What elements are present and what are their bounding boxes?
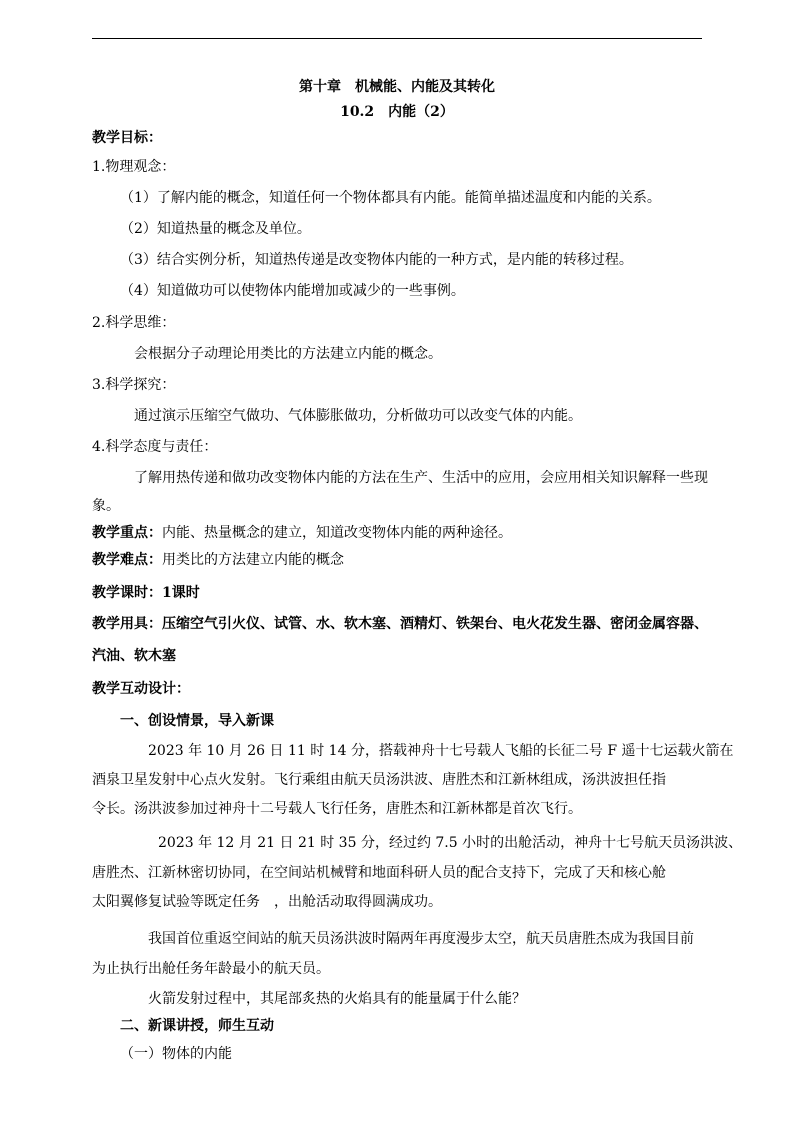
tools-label: 教学用具： (92, 616, 162, 632)
paragraph-line: 酒泉卫星发射中心点火发射。飞行乘组由航天员汤洪波、唐胜杰和江新林组成，汤洪波担任指 (92, 772, 666, 788)
question-text: 火箭发射过程中，其尾部炙热的火焰具有的能量属于什么能？ (148, 991, 526, 1007)
section-title: 10.2 内能（2） (340, 104, 454, 120)
class-hours (92, 584, 200, 602)
part1-title: 一、创设情景，导入新课 (120, 713, 274, 729)
paragraph-line: 唐胜杰、江新林密切协同，在空间站机械臂和地面科研人员的配合支持下，完成了天和核心舱 (92, 865, 666, 881)
paragraph-line: 令长。汤洪波参加过神舟十二号载人飞行任务，唐胜杰和江新林都是首次飞行。 (92, 801, 582, 817)
header-rule (92, 38, 702, 39)
difficulties-label: 教学难点： (92, 552, 162, 568)
difficulties-text: 用类比的方法建立内能的概念 (162, 552, 344, 568)
paragraph-line: 2023 年 10 月 26 日 11 时 14 分，搭载神舟十七号载人飞船的长征二号 F 遥十七运载火箭在 (148, 743, 734, 759)
key-points (92, 524, 512, 542)
chapter-title: 第十章 机械能、内能及其转化 (299, 79, 495, 95)
tools-text-cont: 汽油、软木塞 (92, 648, 176, 664)
paragraph-line: 太阳翼修复试验等既定任务 ，出舱活动取得圆满成功。 (92, 894, 442, 910)
physics-concept-title: 1.物理观念： (92, 159, 176, 175)
difficulties (92, 551, 344, 569)
class-hours-label: 教学课时： (92, 585, 162, 601)
paragraph-line: 2023 年 12 月 21 日 21 时 35 分，经过约 7.5 小时的出舱活动，神舟十七号航天员汤洪波、 (158, 835, 743, 851)
scientific-inquiry-text: 通过演示压缩空气做功、气体膨胀做功，分析做功可以改变气体的内能。 (134, 408, 582, 424)
attitude-text: 了解用热传递和做功改变物体内能的方法在生产、生活中的应用，会应用相关知识解释一些现 (134, 470, 708, 486)
scientific-inquiry-title: 3.科学探究： (92, 377, 176, 393)
scientific-thinking-text: 会根据分子动理论用类比的方法建立内能的概念。 (134, 346, 442, 362)
objective-item: （3）结合实例分析，知道热传递是改变物体内能的一种方式，是内能的转移过程。 (120, 252, 633, 268)
key-points-label: 教学重点： (92, 525, 162, 541)
paragraph-line: 为止执行出舱任务年龄最小的航天员。 (92, 961, 330, 977)
class-hours-text: 1课时 (162, 585, 200, 601)
scientific-thinking-title: 2.科学思维： (92, 315, 176, 331)
tools-text: 压缩空气引火仪、试管、水、软木塞、酒精灯、铁架台、电火花发生器、密闭金属容器、 (162, 616, 708, 632)
objective-item: （2）知道热量的概念及单位。 (120, 221, 311, 237)
objectives-heading: 教学目标： (92, 130, 162, 146)
key-points-text: 内能、热量概念的建立，知道改变物体内能的两种途径。 (162, 525, 512, 541)
objective-item: （4）知道做功可以使物体内能增加或减少的一些事例。 (120, 283, 465, 299)
tools (92, 615, 708, 633)
attitude-text-cont: 象。 (92, 498, 120, 514)
design-heading: 教学互动设计： (92, 681, 190, 697)
paragraph-line: 我国首位重返空间站的航天员汤洪波时隔两年再度漫步太空，航天员唐胜杰成为我国目前 (148, 931, 694, 947)
subsection-title: （一）物体的内能 (120, 1046, 232, 1062)
attitude-title: 4.科学态度与责任： (92, 439, 218, 455)
objective-item: （1）了解内能的概念，知道任何一个物体都具有内能。能简单描述温度和内能的关系。 (120, 190, 661, 206)
part2-title: 二、新课讲授，师生互动 (120, 1018, 274, 1034)
